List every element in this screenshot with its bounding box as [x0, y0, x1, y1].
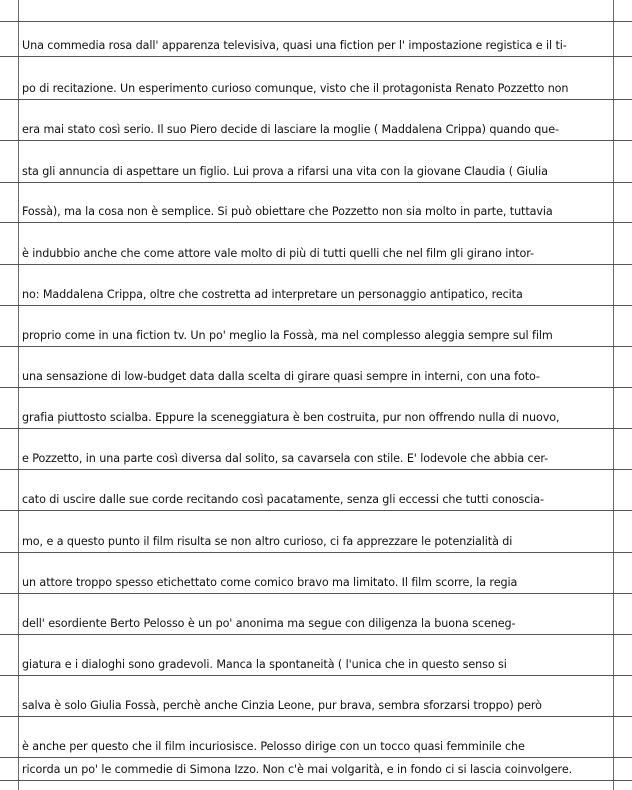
handwritten-line-16: giatura e i dialoghi sono gradevoli. Manca la spontaneità ( l'unica che in questo senso si [22, 658, 507, 671]
ruled-line [0, 264, 632, 265]
handwritten-line-15: dell' esordiente Berto Pelosso è un po' anonima ma segue con diligenza la buona sceneg- [22, 617, 516, 630]
handwritten-line-19: ricorda un po' le commedie di Simona Izzo. Non c'è mai volgarità, e in fondo ci si lascia coinvolgere. [22, 763, 573, 776]
ruled-line [0, 428, 632, 429]
handwritten-line-6: è indubbio anche che come attore vale molto di più di tutti quelli che nel film gli girano intor- [22, 247, 534, 260]
ruled-line [0, 387, 632, 388]
ruled-line [0, 99, 632, 100]
ruled-line [0, 593, 632, 594]
ruled-line [0, 716, 632, 717]
handwritten-line-9: una sensazione di low-budget data dalla scelta di girare quasi sempre in interni, con una foto- [22, 370, 540, 383]
handwritten-line-17: salva è solo Giulia Fossà, perchè anche Cinzia Leone, pur brava, sembra sforzarsi troppo) però [22, 699, 542, 712]
left-margin-line [18, 0, 19, 790]
handwritten-line-11: e Pozzetto, in una parte così diversa dal solito, sa cavarsela con stile. E' lodevole che abbia cer- [22, 452, 549, 465]
handwritten-line-14: un attore troppo spesso etichettato come comico bravo ma limitato. Il film scorre, la regia [22, 576, 518, 589]
ruled-line [0, 510, 632, 511]
ruled-line [0, 305, 632, 306]
handwritten-line-7: no: Maddalena Crippa, oltre che costretta ad interpretare un personaggio antipatico, recita [22, 288, 523, 301]
ruled-line [0, 21, 632, 22]
ruled-line [0, 182, 632, 183]
handwritten-line-8: proprio come in una fiction tv. Un po' meglio la Fossà, ma nel complesso aleggia sempre sul film [22, 329, 553, 342]
ruled-line [0, 469, 632, 470]
handwritten-line-13: mo, e a questo punto il film risulta se non altro curioso, ci fa apprezzare le potenzialità di [22, 535, 513, 548]
ruled-line [0, 780, 632, 781]
ruled-line [0, 552, 632, 553]
handwritten-line-10: grafia piuttosto scialba. Eppure la sceneggiatura è ben costruita, pur non offrendo nulla di nuovo, [22, 411, 560, 424]
ruled-line [0, 140, 632, 141]
handwritten-line-2: po di recitazione. Un esperimento curioso comunque, visto che il protagonista Renato Pozzetto non [22, 82, 569, 95]
handwritten-line-5: Fossà), ma la cosa non è semplice. Si può obiettare che Pozzetto non sia molto in parte, tuttavia [22, 205, 553, 218]
handwritten-line-18: è anche per questo che il film incuriosisce. Pelosso dirige con un tocco quasi femminile che [22, 740, 525, 753]
handwritten-line-3: era mai stato così serio. Il suo Piero decide di lasciare la moglie ( Maddalena Crippa) quando que- [22, 123, 559, 136]
handwritten-line-4: sta gli annuncia di aspettare un figlio. Lui prova a rifarsi una vita con la giovane Claudia ( Giulia [22, 165, 548, 178]
ruled-line [0, 634, 632, 635]
ruled-line [0, 757, 632, 758]
handwritten-line-12: cato di uscire dalle sue corde recitando così pacatamente, senza gli eccessi che tutti conoscia- [22, 493, 544, 506]
ruled-line [0, 675, 632, 676]
right-margin-line [613, 0, 614, 790]
ruled-line [0, 346, 632, 347]
ruled-line [0, 222, 632, 223]
handwritten-line-1: Una commedia rosa dall' apparenza televisiva, quasi una fiction per l' impostazione registica e il ti- [22, 39, 567, 52]
ruled-line [0, 56, 632, 57]
